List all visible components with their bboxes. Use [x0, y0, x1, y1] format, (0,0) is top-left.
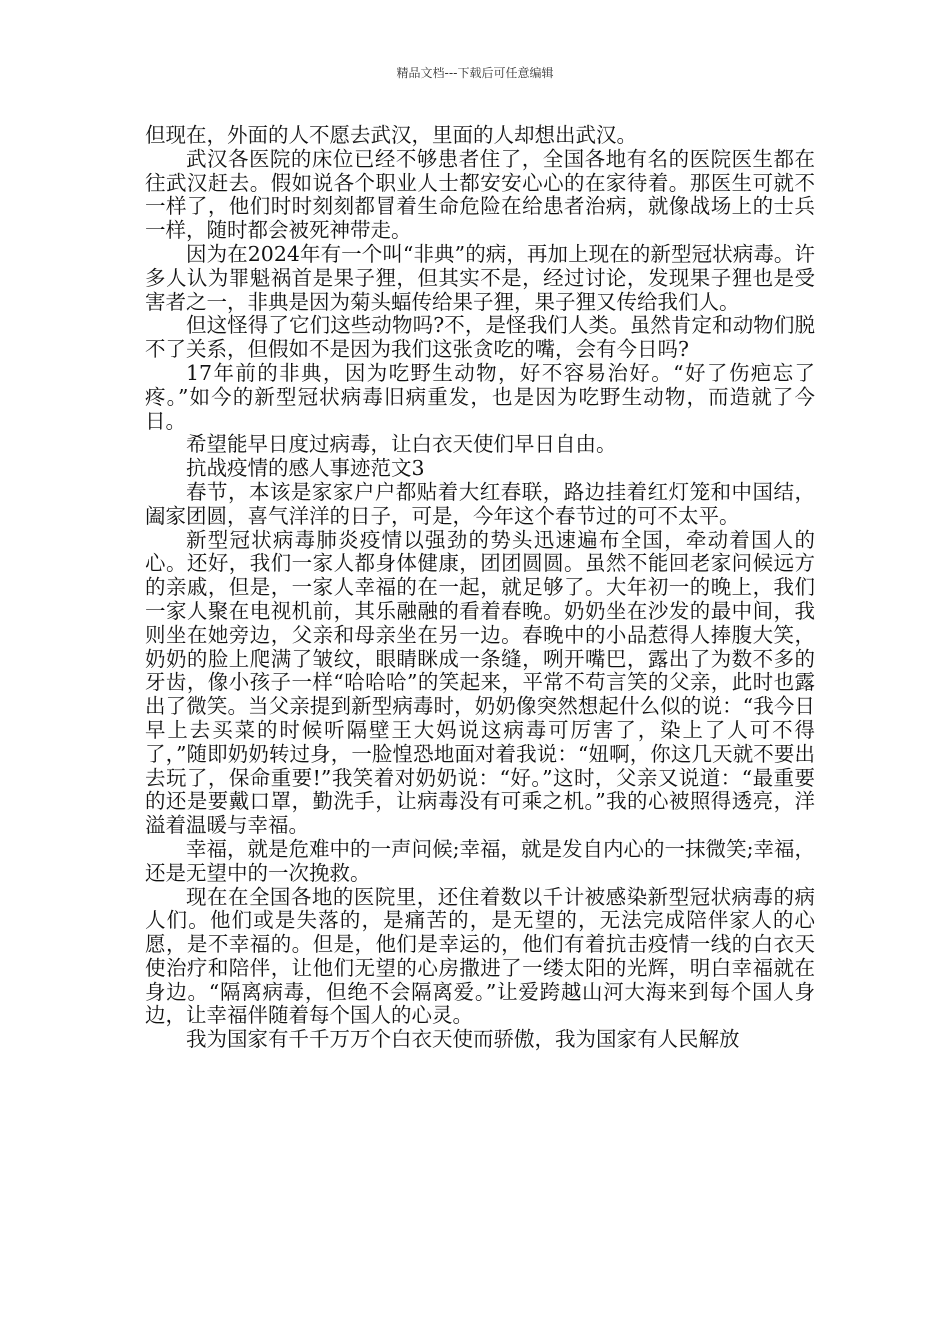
paragraph: 武汉各医院的床位已经不够患者住了，全国各地有名的医院医生都在往武汉赶去。假如说各个职业人士都安安心心的在家待着。那医生可就不一样了，他们时时刻刻都冒着生命危险在给患者治病，就像战场上的士兵一样，随时都会被死神带走。	[145, 146, 815, 243]
paragraph: 因为在2024年有一个叫“非典”的病，再加上现在的新型冠状病毒。许多人认为罪魁祸首是果子狸，但其实不是，经过讨论，发现果子狸也是受害者之一，非典是因为菊头蝠传给果子狸，果子狸又传给我们人。	[145, 241, 815, 314]
paragraph: 但这怪得了它们这些动物吗?不，是怪我们人类。虽然肯定和动物们脱不了关系，但假如不是因为我们这张贪吃的嘴，会有今日吗?	[145, 313, 815, 362]
page-header: 精品文档---下载后可任意编辑	[396, 66, 554, 80]
document-body	[145, 124, 815, 1052]
paragraph: 现在在全国各地的医院里，还住着数以千计被感染新型冠状病毒的病人们。他们或是失落的，是痛苦的，是无望的，无法完成陪伴家人的心愿，是不幸福的。但是，他们是幸运的，他们有着抗击疫情一线的白衣天使治疗和陪伴，让他们无望的心房撒进了一缕太阳的光辉，明白幸福就在身边。“隔离病毒，但绝不会隔离爱。”让爱跨越山河大海来到每个国人身边，让幸福伴随着每个国人的心灵。	[145, 884, 815, 1028]
paragraph: 我为国家有千千万万个白衣天使而骄傲，我为国家有人民解放	[186, 1027, 740, 1052]
paragraph: 新型冠状病毒肺炎疫情以强劲的势头迅速遍布全国，牵动着国人的心。还好，我们一家人都身体健康，团团圆圆。虽然不能回老家问候远方的亲戚，但是，一家人幸福的在一起，就足够了。大年初一的晚上，我们一家人聚在电视机前，其乐融融的看着春晚。奶奶坐在沙发的最中间，我则坐在她旁边，父亲和母亲坐在另一边。春晚中的小品惹得人捧腹大笑，奶奶的脸上爬满了皱纹，眼睛眯成一条缝，咧开嘴巴，露出了为数不多的牙齿，像小孩子一样“哈哈哈”的笑起来，平常不苟言笑的父亲，此时也露出了微笑。当父亲提到新型病毒时，奶奶像突然想起什么似的说：“我今日早上去买菜的时候听隔壁王大妈说这病毒可厉害了，染上了人可不得了，”随即奶奶转过身，一脸惶恐地面对着我说：“妞啊，你这几天就不要出去玩了，保命重要!”我笑着对奶奶说：“好。”这时，父亲又说道：“最重要的还是要戴口罩，勤洗手，让病毒没有可乘之机。”我的心被照得透亮，洋溢着温暖与幸福。	[145, 527, 815, 838]
paragraph: 17年前的非典，因为吃野生动物，好不容易治好。“好了伤疤忘了疼。”如今的新型冠状病毒旧病重发，也是因为吃野生动物，而造就了今日。	[145, 360, 815, 433]
section-title: 抗战疫情的感人事迹范文3	[186, 456, 425, 481]
paragraph: 希望能早日度过病毒，让白衣天使们早日自由。	[186, 432, 617, 457]
paragraph: 但现在，外面的人不愿去武汉，里面的人却想出武汉。	[145, 123, 637, 147]
paragraph: 幸福，就是危难中的一声问候;幸福，就是发自内心的一抹微笑;幸福，还是无望中的一次挽救。	[145, 836, 815, 885]
paragraph: 春节，本该是家家户户都贴着大红春联，路边挂着红灯笼和中国结，阖家团圆，喜气洋洋的日子，可是，今年这个春节过的可不太平。	[145, 479, 815, 528]
